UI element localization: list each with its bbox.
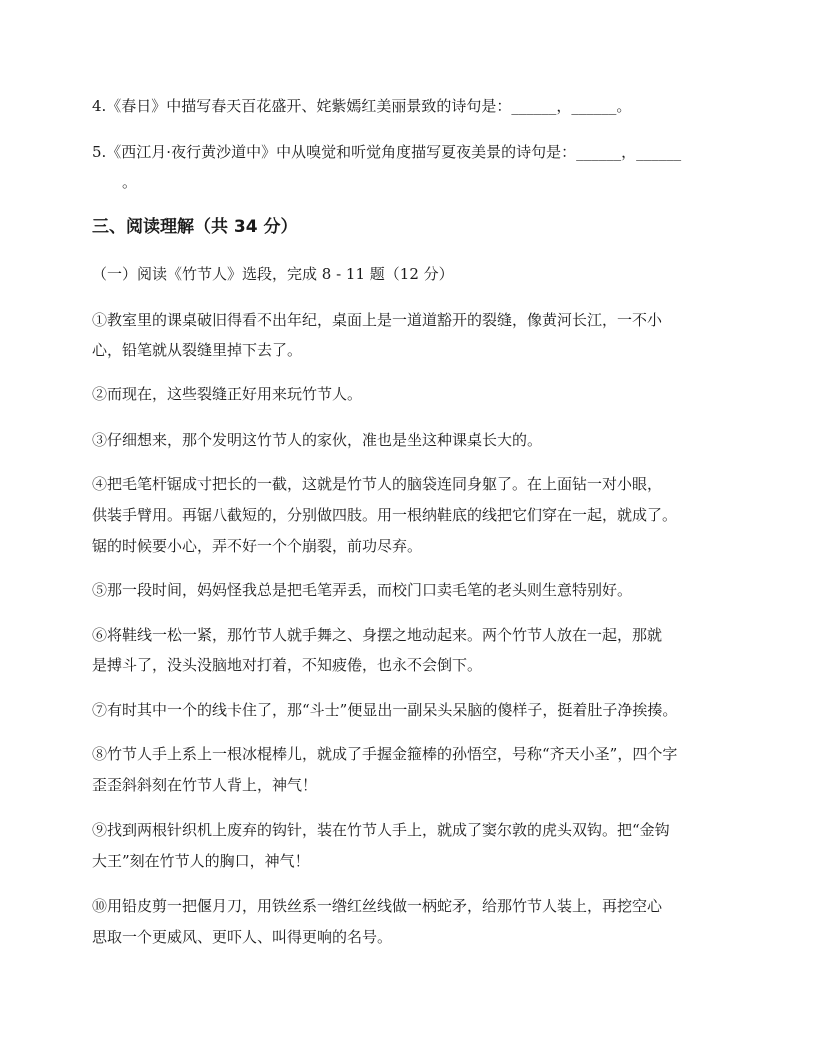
paragraph-3: ③仔细想来，那个发明这竹节人的家伙，准也是坐这种课桌长大的。 [92, 431, 543, 449]
paragraph-2: ②而现在，这些裂缝正好用来玩竹节人。 [92, 385, 363, 403]
paragraph-8-line-1: ⑧竹节人手上系上一根冰棍棒儿，就成了手握金箍棒的孙悟空，号称“齐天小圣”，四个字 [92, 745, 678, 763]
paragraph-5: ⑤那一段时间，妈妈怪我总是把毛笔弄丢，而校门口卖毛笔的老头则生意特别好。 [92, 581, 633, 599]
question-5-line-1: 5.《西江月·夜行黄沙道中》中从嗅觉和听觉角度描写夏夜美景的诗句是：______，______ [92, 143, 682, 161]
paragraph-4-line-3: 锯的时候要小心，弄不好一个个崩裂，前功尽弃。 [92, 537, 423, 555]
paragraph-7: ⑦有时其中一个的线卡住了，那“斗士”便显出一副呆头呆脑的傻样子，挺着肚子净挨揍。 [92, 701, 678, 719]
section-subtitle: （一）阅读《竹节人》选段，完成 8 - 11 题（12 分） [92, 265, 454, 283]
paragraph-6-line-2: 是搏斗了，没头没脑地对打着，不知疲倦，也永不会倒下。 [92, 656, 483, 674]
paragraph-4-line-1: ④把毛笔杆锯成寸把长的一截，这就是竹节人的脑袋连同身躯了。在上面钻一对小眼， [92, 475, 663, 493]
section-heading: 三、阅读理解（共 34 分） [92, 217, 298, 237]
paragraph-1-line-2: 心，铅笔就从裂缝里掉下去了。 [92, 341, 303, 359]
paragraph-8-line-2: 歪歪斜斜刻在竹节人背上，神气！ [92, 776, 318, 794]
paragraph-10-line-2: 思取一个更威风、更吓人、叫得更响的名号。 [92, 928, 393, 946]
paragraph-6-line-1: ⑥将鞋线一松一紧，那竹节人就手舞之、身摆之地动起来。两个竹节人放在一起，那就 [92, 626, 663, 644]
question-5-line-2: 。 [122, 173, 138, 191]
paragraph-9-line-2: 大王”刻在竹节人的胸口，神气！ [92, 852, 310, 870]
paragraph-1-line-1: ①教室里的课桌破旧得看不出年纪，桌面上是一道道豁开的裂缝，像黄河长江，一不小 [92, 311, 663, 329]
paragraph-10-line-1: ⑩用铅皮剪一把偃月刀，用铁丝系一绺红丝线做一柄蛇矛，给那竹节人装上，再挖空心 [92, 897, 663, 915]
paragraph-9-line-1: ⑨找到两根针织机上废弃的钩针，装在竹节人手上，就成了窦尔敦的虎头双钩。把“金钩 [92, 821, 670, 839]
paragraph-4-line-2: 供装手臂用。再锯八截短的，分别做四肢。用一根纳鞋底的线把它们穿在一起，就成了。 [92, 506, 678, 524]
question-4: 4.《春日》中描写春天百花盛开、姹紫嫣红美丽景致的诗句是：______，______。 [92, 97, 632, 115]
